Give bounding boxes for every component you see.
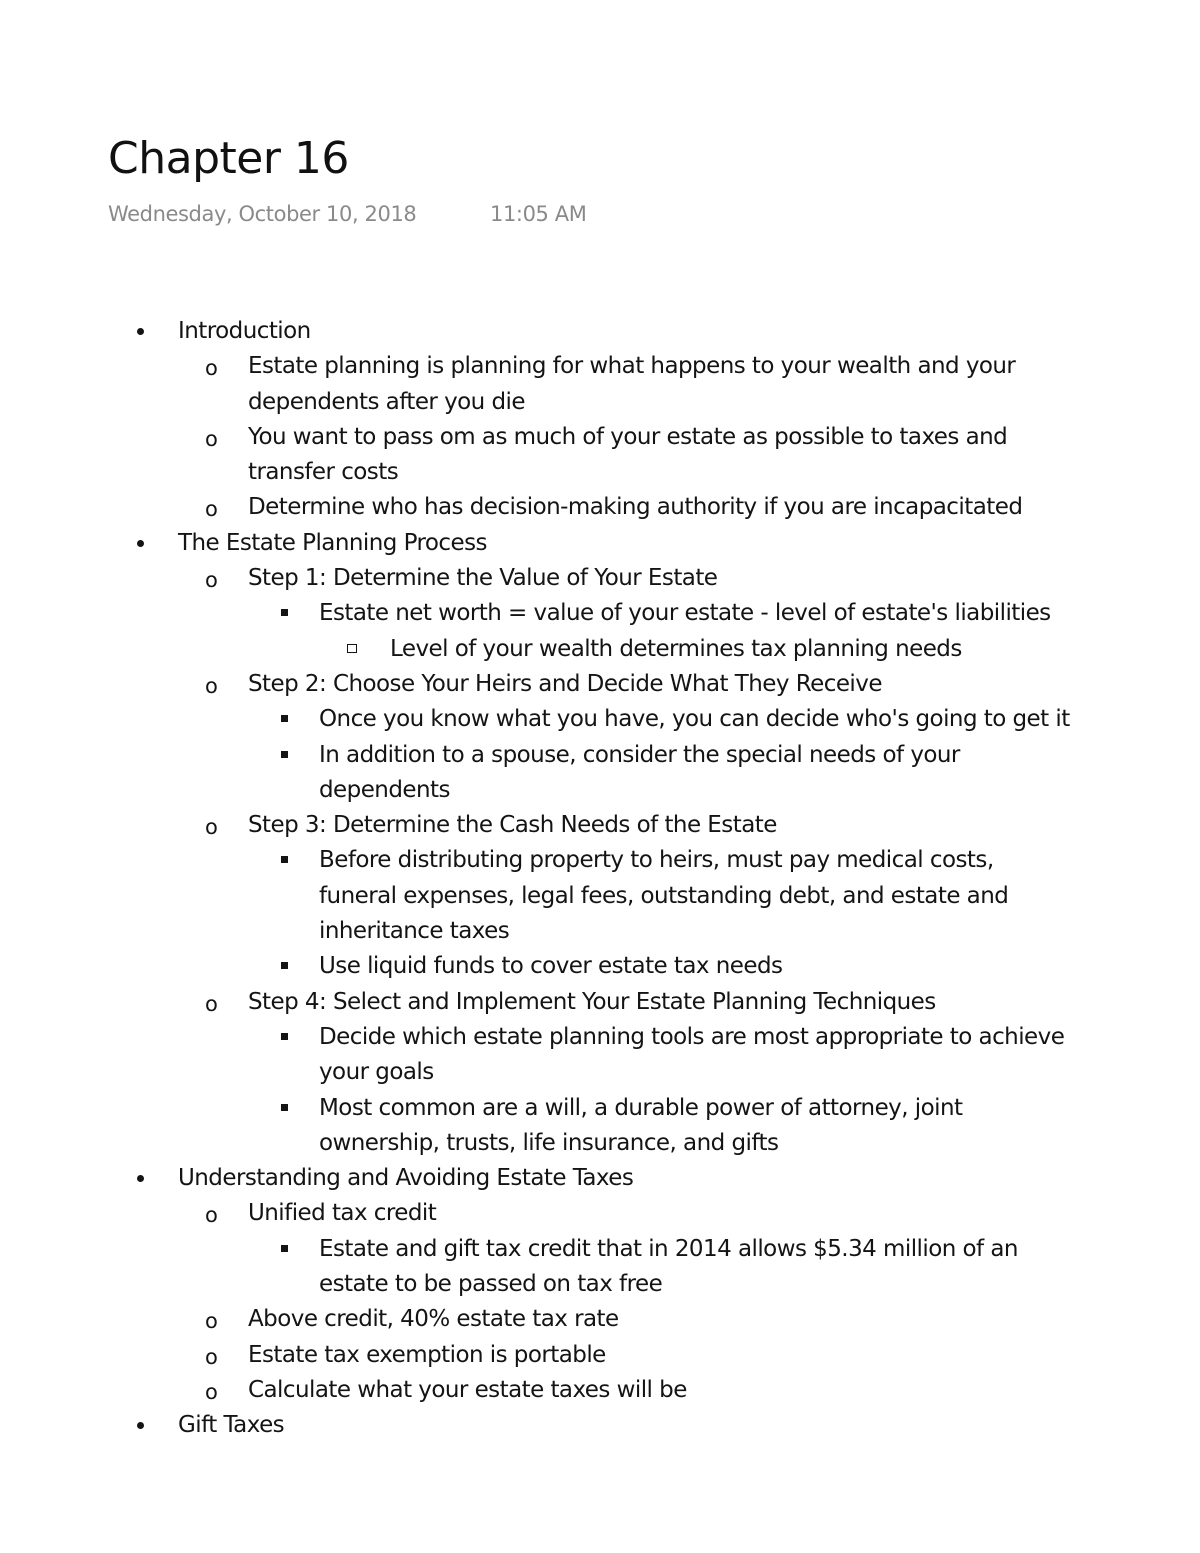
outline-item-text: Estate tax exemption is portable xyxy=(248,1341,606,1368)
outline-item-level-2 xyxy=(0,349,1200,420)
circle-bullet-icon: o xyxy=(205,673,218,698)
outline-item-text: Calculate what your estate taxes will be xyxy=(248,1376,687,1403)
outline-item-level-2 xyxy=(0,420,1200,491)
outline-list xyxy=(0,314,1200,1444)
disc-bullet-icon xyxy=(137,540,144,547)
outline-item-level-2 xyxy=(0,985,1200,1020)
note-time: 11:05 AM xyxy=(490,202,587,226)
note-date: Wednesday, October 10, 2018 xyxy=(108,202,417,226)
hollow-square-bullet-icon xyxy=(347,644,357,653)
outline-item-text: Use liquid funds to cover estate tax needs xyxy=(319,953,783,980)
outline-item-level-2 xyxy=(0,490,1200,525)
outline-item-text: dependents after you die xyxy=(248,388,525,415)
circle-bullet-icon: o xyxy=(205,1309,218,1334)
square-bullet-icon xyxy=(281,609,288,616)
outline-item-text: Step 4: Select and Implement Your Estate Planning Techniques xyxy=(248,988,936,1015)
outline-item-level-1 xyxy=(0,1161,1200,1196)
outline-item-level-1 xyxy=(0,526,1200,561)
outline-item-text: Step 3: Determine the Cash Needs of the Estate xyxy=(248,812,777,839)
disc-bullet-icon xyxy=(137,328,144,335)
outline-item-level-1 xyxy=(0,1408,1200,1443)
circle-bullet-icon: o xyxy=(205,815,218,840)
outline-item-text: Step 2: Choose Your Heirs and Decide What They Receive xyxy=(248,670,882,697)
outline-item-text: Determine who has decision-making authority if you are incapacitated xyxy=(248,494,1023,521)
outline-item-text: Once you know what you have, you can decide who's going to get it xyxy=(319,706,1070,733)
outline-item-level-3 xyxy=(0,1020,1200,1091)
outline-item-level-2 xyxy=(0,808,1200,843)
outline-item-text: estate to be passed on tax free xyxy=(319,1271,663,1298)
outline-item-level-3 xyxy=(0,843,1200,949)
outline-item-level-2 xyxy=(0,1196,1200,1231)
square-bullet-icon xyxy=(281,1033,288,1040)
outline-item-text: Before distributing property to heirs, must pay medical costs, xyxy=(319,847,994,874)
outline-item-level-3 xyxy=(0,596,1200,631)
outline-item-text: transfer costs xyxy=(248,459,399,486)
square-bullet-icon xyxy=(281,856,288,863)
outline-item-text: Estate planning is planning for what happens to your wealth and your xyxy=(248,353,1016,380)
square-bullet-icon xyxy=(281,1245,288,1252)
outline-item-text: inheritance taxes xyxy=(319,918,510,945)
outline-item-text: You want to pass om as much of your estate as possible to taxes and xyxy=(248,423,1008,450)
outline-item-text: The Estate Planning Process xyxy=(178,529,487,556)
outline-item-text: Estate net worth = value of your estate - level of estate's liabilities xyxy=(319,600,1051,627)
outline-item-level-1 xyxy=(0,314,1200,349)
outline-item-level-2 xyxy=(0,561,1200,596)
disc-bullet-icon xyxy=(137,1422,144,1429)
circle-bullet-icon: o xyxy=(205,497,218,522)
outline-item-level-3 xyxy=(0,738,1200,809)
outline-item-text: Most common are a will, a durable power of attorney, joint xyxy=(319,1094,963,1121)
square-bullet-icon xyxy=(281,751,288,758)
outline-item-text: Level of your wealth determines tax planning needs xyxy=(390,635,962,662)
outline-item-text: Above credit, 40% estate tax rate xyxy=(248,1306,619,1333)
outline-item-level-4 xyxy=(0,632,1200,667)
square-bullet-icon xyxy=(281,715,288,722)
outline-item-level-2 xyxy=(0,1338,1200,1373)
square-bullet-icon xyxy=(281,962,288,969)
outline-item-level-3 xyxy=(0,1232,1200,1303)
outline-item-text: In addition to a spouse, consider the special needs of your xyxy=(319,741,960,768)
outline-item-level-2 xyxy=(0,1373,1200,1408)
outline-item-text: dependents xyxy=(319,776,450,803)
outline-item-level-2 xyxy=(0,667,1200,702)
circle-bullet-icon: o xyxy=(205,568,218,593)
circle-bullet-icon: o xyxy=(205,426,218,451)
circle-bullet-icon: o xyxy=(205,1203,218,1228)
outline-item-level-3 xyxy=(0,1091,1200,1162)
outline-item-text: ownership, trusts, life insurance, and gifts xyxy=(319,1129,779,1156)
square-bullet-icon xyxy=(281,1104,288,1111)
circle-bullet-icon: o xyxy=(205,1379,218,1404)
circle-bullet-icon: o xyxy=(205,1344,218,1369)
circle-bullet-icon: o xyxy=(205,991,218,1016)
disc-bullet-icon xyxy=(137,1175,144,1182)
page-title: Chapter 16 xyxy=(108,133,349,184)
outline-item-text: Introduction xyxy=(178,318,311,344)
outline-item-level-2 xyxy=(0,1302,1200,1337)
circle-bullet-icon: o xyxy=(205,356,218,381)
outline-item-text: Step 1: Determine the Value of Your Estate xyxy=(248,565,718,592)
outline-item-level-3 xyxy=(0,949,1200,984)
outline-item-text: Gift Taxes xyxy=(178,1412,285,1439)
outline-item-text: your goals xyxy=(319,1059,434,1086)
outline-item-text: Unified tax credit xyxy=(248,1200,437,1227)
outline-item-text: Estate and gift tax credit that in 2014 allows $5.34 million of an xyxy=(319,1235,1018,1262)
outline-item-text: funeral expenses, legal fees, outstanding debt, and estate and xyxy=(319,882,1009,909)
outline-item-text: Understanding and Avoiding Estate Taxes xyxy=(178,1165,634,1192)
outline-item-text: Decide which estate planning tools are most appropriate to achieve xyxy=(319,1023,1065,1050)
outline-item-level-3 xyxy=(0,702,1200,737)
